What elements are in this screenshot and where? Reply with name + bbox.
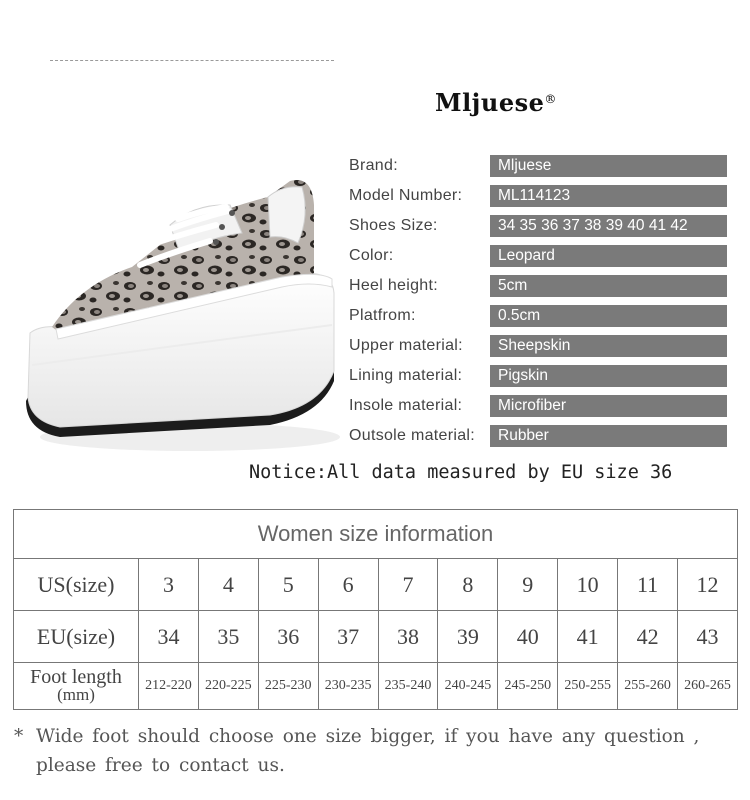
- us-size-row: [14, 559, 738, 611]
- table-cell: 10: [558, 559, 618, 611]
- table-cell: 12: [678, 559, 738, 611]
- spec-value: Mljuese: [490, 155, 727, 177]
- spec-list: [349, 153, 727, 453]
- spec-label: Platfrom:: [349, 307, 416, 324]
- spec-value: Rubber: [490, 425, 727, 447]
- table-cell: 255-260: [618, 663, 678, 710]
- table-cell: 40: [498, 611, 558, 663]
- eu-size-row: [14, 611, 738, 663]
- spec-value: ML114123: [490, 185, 727, 207]
- foot-length-row: [14, 663, 738, 710]
- table-cell: 4: [198, 559, 258, 611]
- spec-label: Outsole material:: [349, 427, 476, 444]
- table-cell: 240-245: [438, 663, 498, 710]
- spec-row-outsole-material: [349, 423, 727, 453]
- spec-row-insole-material: [349, 393, 727, 423]
- spec-label: Brand:: [349, 157, 398, 174]
- spec-label: Heel height:: [349, 277, 438, 294]
- row-label: EU(size): [14, 611, 139, 663]
- table-cell: 235-240: [378, 663, 438, 710]
- table-cell: 230-235: [318, 663, 378, 710]
- spec-value: Pigskin: [490, 365, 727, 387]
- table-cell: 225-230: [258, 663, 318, 710]
- table-cell: 42: [618, 611, 678, 663]
- row-label: Foot length (mm): [14, 663, 139, 710]
- spec-label: Model Number:: [349, 187, 463, 204]
- table-cell: 8: [438, 559, 498, 611]
- table-cell: 34: [139, 611, 199, 663]
- spec-value: Sheepskin: [490, 335, 727, 357]
- size-table: [13, 509, 738, 710]
- spec-label: Insole material:: [349, 397, 463, 414]
- spec-value: 34 35 36 37 38 39 40 41 42: [490, 215, 727, 237]
- spec-row-platform: [349, 303, 727, 333]
- table-cell: 7: [378, 559, 438, 611]
- table-cell: 3: [139, 559, 199, 611]
- table-cell: 39: [438, 611, 498, 663]
- spec-value: Microfiber: [490, 395, 727, 417]
- table-cell: 35: [198, 611, 258, 663]
- spec-value: 5cm: [490, 275, 727, 297]
- spec-row-heel-height: [349, 273, 727, 303]
- dashed-divider: [50, 60, 334, 61]
- spec-label: Upper material:: [349, 337, 463, 354]
- table-cell: 9: [498, 559, 558, 611]
- spec-label: Color:: [349, 247, 394, 264]
- row-label: US(size): [14, 559, 139, 611]
- spec-value: 0.5cm: [490, 305, 727, 327]
- spec-label: Shoes Size:: [349, 217, 438, 234]
- spec-label: Lining material:: [349, 367, 463, 384]
- spec-row-shoes-size: [349, 213, 727, 243]
- table-cell: 220-225: [198, 663, 258, 710]
- spec-row-upper-material: [349, 333, 727, 363]
- leopard-sneaker-image: [20, 175, 350, 465]
- spec-row-lining-material: [349, 363, 727, 393]
- table-cell: 212-220: [139, 663, 199, 710]
- table-cell: 38: [378, 611, 438, 663]
- table-cell: 5: [258, 559, 318, 611]
- brand-logo: Mljuese®: [435, 88, 557, 117]
- measurement-notice: Notice:All data measured by EU size 36: [249, 462, 673, 483]
- table-cell: 36: [258, 611, 318, 663]
- size-table-title: Women size information: [14, 510, 738, 559]
- spec-row-color: [349, 243, 727, 273]
- spec-value: Leopard: [490, 245, 727, 267]
- table-cell: 6: [318, 559, 378, 611]
- table-cell: 250-255: [558, 663, 618, 710]
- table-cell: 11: [618, 559, 678, 611]
- spec-row-model-number: [349, 183, 727, 213]
- table-cell: 260-265: [678, 663, 738, 710]
- sizing-footnote: * Wide foot should choose one size bigger, if you have any question , please free to contact us.: [14, 726, 700, 776]
- table-cell: 245-250: [498, 663, 558, 710]
- spec-row-brand: [349, 153, 727, 183]
- table-cell: 41: [558, 611, 618, 663]
- table-cell: 43: [678, 611, 738, 663]
- table-cell: 37: [318, 611, 378, 663]
